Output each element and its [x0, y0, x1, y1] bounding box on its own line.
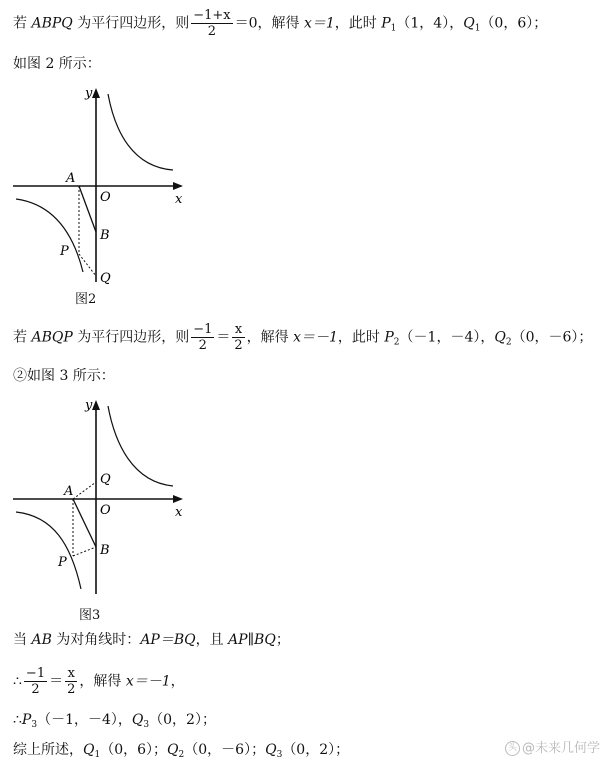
fraction-numerator: x: [232, 322, 244, 338]
point-b-label: B: [100, 228, 110, 243]
text: ＝: [49, 673, 64, 690]
figure-3-graph: [13, 394, 213, 624]
x-axis-arrow: [173, 495, 183, 503]
text: 若: [13, 329, 32, 346]
fraction-denominator: 2: [207, 24, 217, 39]
point-label: P: [384, 329, 394, 346]
solution: x＝－1: [293, 329, 338, 346]
point-a-label: A: [66, 171, 76, 186]
fraction: [232, 322, 244, 353]
therefore-symbol: ∴: [13, 712, 22, 728]
point-label: Q: [265, 742, 277, 758]
condition: AP∥BQ: [228, 632, 276, 648]
condition: AP＝BQ: [140, 632, 196, 648]
hyperbola-branch-upper: [108, 94, 173, 170]
point-q-label: Q: [100, 472, 111, 487]
figure-2: [13, 82, 213, 312]
text: ＝: [216, 329, 231, 346]
y-axis-label: y: [85, 398, 93, 413]
coordinates: （0，2）；: [282, 742, 350, 758]
line-5: [13, 630, 290, 650]
y-axis-arrow: [92, 88, 100, 98]
x-axis-label: x: [175, 505, 183, 520]
fraction-denominator: 2: [31, 682, 40, 697]
point-a-label: A: [64, 484, 74, 499]
text: ，: [170, 673, 185, 690]
text: ，此时: [334, 15, 382, 32]
point-label: Q: [167, 742, 179, 758]
text: 当: [13, 632, 32, 648]
line-3: [13, 322, 592, 353]
coordinates: （－1，－4），: [37, 712, 132, 728]
dashed-pb: [73, 547, 96, 556]
subscript: 1: [94, 750, 101, 760]
y-axis-arrow: [92, 400, 100, 410]
point-label: Q: [83, 742, 95, 758]
coordinates: （1，4），: [396, 15, 464, 32]
fraction-denominator: 2: [198, 338, 207, 353]
fraction-numerator: x: [65, 666, 77, 682]
figure-3-caption: 图3: [79, 608, 101, 623]
hyperbola-branch-lower: [16, 199, 83, 272]
point-b-label: B: [100, 543, 110, 558]
watermark-text: @未来几何学: [521, 741, 600, 756]
coordinates: （0，－6）；: [184, 742, 266, 758]
line-7: [13, 710, 216, 735]
point-label: Q: [463, 15, 475, 32]
point-label: Q: [494, 329, 506, 346]
coordinates: （0，2）；: [149, 712, 216, 728]
hyperbola-branch-lower: [16, 512, 81, 589]
text: ，解得: [79, 673, 126, 690]
solution: x＝1: [303, 15, 335, 32]
coordinates: （－1，－4），: [399, 329, 495, 346]
x-axis-arrow: [173, 182, 183, 190]
text: 为平行四边形，则: [72, 329, 190, 346]
origin-label: O: [100, 503, 111, 518]
subscript: 2: [178, 750, 185, 760]
hyperbola-branch-upper: [108, 406, 173, 486]
solution: x＝－1: [125, 673, 171, 690]
subscript: 3: [31, 720, 38, 730]
fraction-numerator: −1+x: [193, 8, 231, 23]
segment-ab: [73, 499, 96, 547]
segment-name: AB: [31, 632, 52, 648]
origin-label: O: [100, 190, 111, 205]
dashed-aq: [73, 482, 96, 499]
subscript: 3: [276, 750, 283, 760]
line-6: [13, 666, 185, 697]
watermark: [505, 737, 600, 756]
subscript: 3: [143, 720, 150, 730]
fraction-denominator: 2: [67, 682, 76, 697]
text: ＝0，解得: [234, 15, 304, 32]
fraction: [24, 666, 47, 697]
fraction: [65, 666, 77, 697]
point-label: P: [381, 15, 391, 32]
therefore-symbol: ∴: [13, 673, 22, 690]
point-label: P: [21, 712, 32, 728]
quadrilateral-name: ABQP: [31, 329, 73, 346]
line-8: [13, 740, 349, 765]
subscript: 1: [474, 23, 481, 34]
line-2: 如图 2 所示：: [13, 56, 101, 72]
figure-3: [13, 394, 213, 624]
segment-ab: [79, 186, 96, 232]
figure-2-graph: [13, 82, 213, 312]
text: 为平行四边形，则: [72, 15, 190, 32]
x-axis-label: x: [175, 192, 183, 207]
text: ，此时: [337, 329, 385, 346]
text: ；: [275, 632, 290, 648]
point-p-label: P: [58, 555, 67, 570]
text: 综上所述，: [13, 742, 83, 758]
fraction-denominator: 2: [234, 338, 243, 353]
figure-2-caption: 图2: [75, 292, 97, 307]
fraction: [191, 8, 232, 39]
subscript: 1: [390, 23, 397, 34]
text: 若: [13, 15, 32, 32]
line-4: ②如图 3 所示：: [13, 368, 115, 384]
subscript: 2: [505, 337, 512, 348]
text: 为对角线时：: [51, 632, 141, 648]
coordinates: （0，－6）；: [511, 329, 593, 346]
line-1: [13, 8, 547, 39]
quadrilateral-name: ABPQ: [31, 15, 73, 32]
y-axis-label: y: [85, 86, 93, 101]
text: ，解得: [246, 329, 294, 346]
point-label: Q: [131, 712, 144, 728]
fraction: [191, 322, 214, 353]
coordinates: （0，6）；: [100, 742, 168, 758]
toutiao-logo-icon: 头: [505, 741, 520, 756]
point-p-label: P: [60, 244, 69, 259]
text: ，且: [195, 632, 229, 648]
point-q-label: Q: [100, 271, 111, 286]
subscript: 2: [393, 337, 400, 348]
fraction-numerator: −1: [193, 322, 213, 337]
fraction-numerator: −1: [25, 666, 46, 681]
coordinates: （0，6）；: [480, 15, 548, 32]
